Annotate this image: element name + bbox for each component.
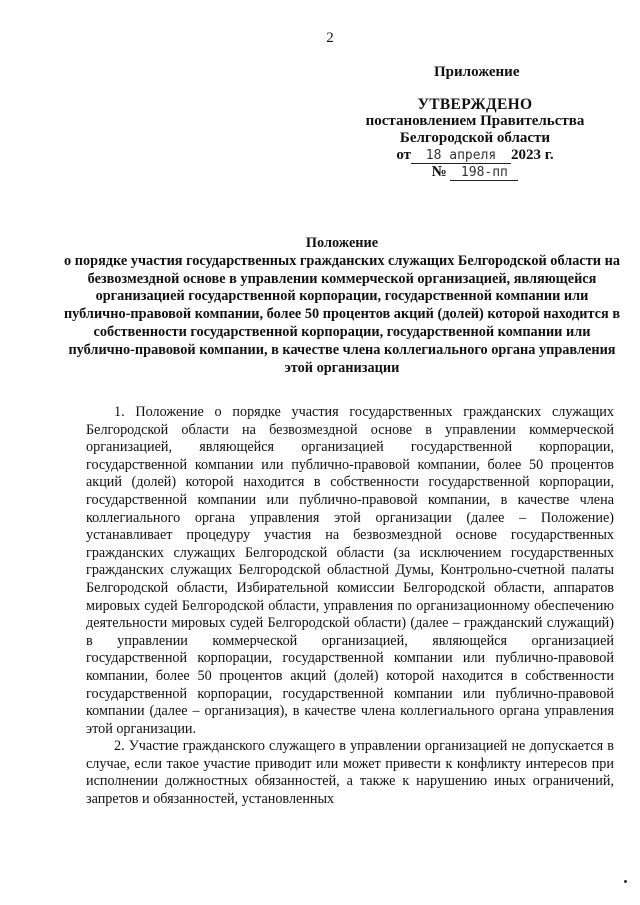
- scan-speck: [624, 880, 627, 883]
- document-title: [62, 235, 622, 377]
- title-subtitle: о порядке участия государственных гражданских служащих Белгородской области на безвозмездной основе в управлении коммерческой организацией, являющейся организацией государственной корпорации, государственной компании или публично-правовой компании, более 50 процентов акций (долей) которой находится в собственности государственной корпорации, государственной компании или публично-правовой компании, в качестве члена коллегиального органа управления этой организации: [63, 252, 621, 376]
- approval-line-1: постановлением Правительства: [365, 113, 585, 129]
- title-heading: Положение: [305, 235, 379, 251]
- date-prefix: от: [396, 147, 412, 163]
- page-number: 2: [326, 30, 334, 46]
- approval-line-2: Белгородской области: [399, 130, 551, 146]
- number-prefix: №: [431, 164, 447, 180]
- paragraph-1: 1. Положение о порядке участия государственных гражданских служащих Белгородской области на безвозмездной основе в управлении коммерческой организацией, являющейся организацией государственной корпорации, государственной компании или публично-правовой компании, более 50 процентов акций (долей) которой находится в собственности государственной корпорации, государственной компании или публично-правовой компании, в качестве члена коллегиального органа управления этой организации (далее – Положение) устанавливает процедуру участия на безвозмездной основе государственных гражданских служащих Белгородской области (за исключением государственных гражданских служащих Белгородской областной Думы, Контрольно-счетной палаты Белгородской области, Избирательной комиссии Белгородской области, аппаратов мировых судей Белгородской области, управления по организационному обеспечению деятельности мировых судей Белгородской области) (далее – гражданский служащий) в управлении коммерческой организацией, являющейся организацией государственной корпорации, государственной компании или публично-правовой компании, более 50 процентов акций (долей) которой находится в собственности государственной корпорации, государственной компании или публично-правовой компании (далее – организация), в качестве члена коллегиального органа управления этой организации.: [86, 404, 614, 737]
- approval-block: [330, 96, 620, 181]
- date-year: 2023 г.: [511, 147, 554, 163]
- handwritten-date: 18 апреля: [411, 148, 511, 164]
- document-body: [86, 404, 614, 809]
- paragraph-2: 2. Участие гражданского служащего в управлении организацией не допускается в случае, если такое участие приводит или может привести к конфликту интересов при исполнении должностных обязанностей, а также к нарушению иных ограничений, запретов и обязанностей, установленных: [86, 738, 614, 808]
- approval-number-line: [330, 164, 620, 181]
- handwritten-number: 198-пп: [450, 165, 518, 181]
- appendix-label: Приложение: [434, 64, 520, 80]
- approved-label: УТВЕРЖДЕНО: [417, 96, 533, 113]
- approval-date-line: [330, 147, 620, 164]
